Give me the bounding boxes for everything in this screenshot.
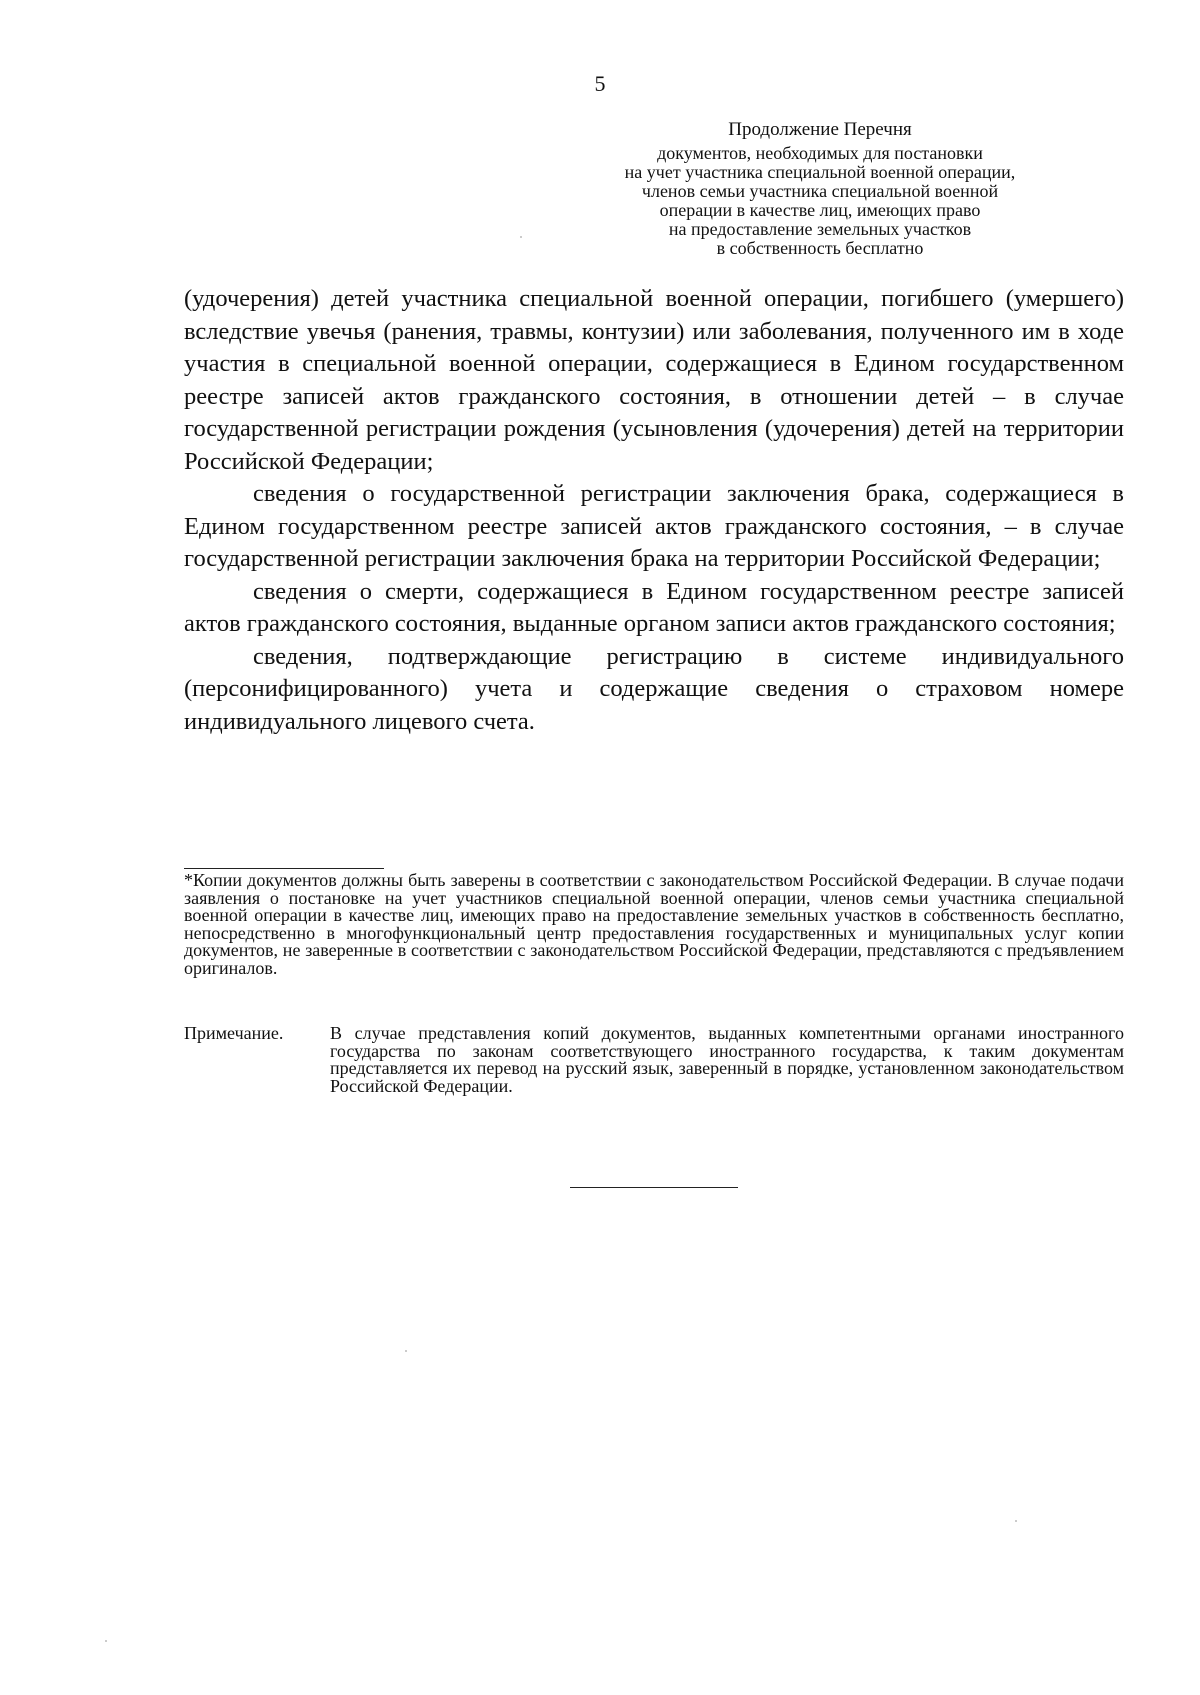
footnote-text: Копии документов должны быть заверены в соответствии с законодательством Российской Федерации. В случае подачи заявления о постановке на учет участников специальной военной операции, членов семьи участника специальной военной операции в качестве лиц, имеющих право на предоставление земельных участков в собственность бесплатно, непосредственно в многофункциональный центр предоставления государственных и муниципальных услуг копии документов, не заверенные в соответствии с законодательством Российской Федерации, представляются с предъявлением оригиналов. <box>184 870 1124 978</box>
body-paragraph: (удочерения) детей участника специальной военной операции, погибшего (умершего) вследствие увечья (ранения, травмы, контузии) или заболевания, полученного им в ходе участия в специальной военной операции, содержащиеся в Едином государственном реестре записей актов гражданского состояния, в отношении детей – в случае государственной регистрации рождения (усыновления (удочерения) детей на территории Российской Федерации; <box>184 285 1124 475</box>
scan-speck <box>1015 1520 1017 1522</box>
footnote-separator <box>184 868 384 869</box>
footnote <box>184 872 1124 977</box>
note <box>184 1025 1124 1095</box>
body-paragraph: сведения о смерти, содержащиеся в Едином государственном реестре записей актов гражданского состояния, выданные органом записи актов гражданского состояния; <box>184 577 1124 637</box>
header-line: членов семьи участника специальной военной <box>641 181 999 201</box>
header-line: в собственность бесплатно <box>716 238 924 258</box>
header-line: на предоставление земельных участков <box>668 219 972 239</box>
document-header <box>600 118 1040 258</box>
header-line: документов, необходимых для постановки <box>657 143 983 163</box>
header-line: на учет участника специальной военной операции, <box>624 162 1016 182</box>
footnote-marker: * <box>184 870 193 890</box>
note-label: Примечание. <box>184 1023 284 1043</box>
header-line: операции в качестве лиц, имеющих право <box>659 200 981 220</box>
page-number: 5 <box>594 71 606 96</box>
main-body <box>184 283 1124 738</box>
body-paragraph: сведения о государственной регистрации заключения брака, содержащиеся в Едином государственном реестре записей актов гражданского состояния, – в случае государственной регистрации заключения брака на территории Российской Федерации; <box>184 480 1124 572</box>
scan-speck <box>405 1350 407 1352</box>
scan-speck <box>105 1640 107 1642</box>
scan-speck <box>520 236 522 238</box>
body-paragraph: сведения, подтверждающие регистрацию в системе индивидуального (персонифицированного) учета и содержащие сведения о страховом номере индивидуального лицевого счета. <box>184 642 1124 735</box>
header-title: Продолжение Перечня <box>728 119 912 140</box>
note-text: В случае представления копий документов, выданных компетентными органами иностранного государства по законам соответствующего иностранного государства, к таким документам представляется их перевод на русский язык, заверенный в порядке, установленном законодательством Российской Федерации. <box>330 1023 1124 1096</box>
end-of-document-line <box>570 1187 738 1188</box>
